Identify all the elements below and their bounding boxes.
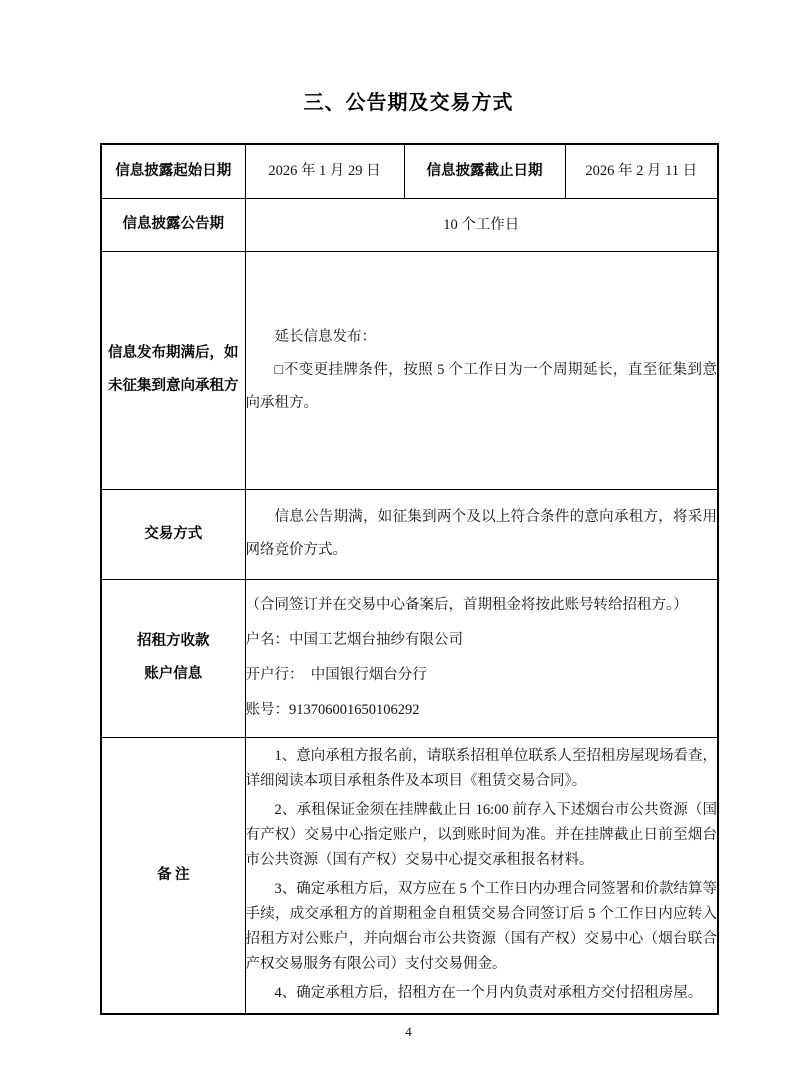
table-row-extension (101, 251, 718, 489)
value-remarks (245, 737, 718, 1014)
value-extension (245, 251, 718, 489)
extension-line-2-checkbox-option: □不变更挂牌条件，按照 5 个工作日为一个周期延长，直至征集到意向承租方。 (245, 361, 717, 411)
value-transaction-method (245, 489, 718, 579)
value-announcement-period: 10 个工作日 (245, 198, 718, 251)
table-row-announcement-period (101, 198, 718, 251)
transaction-method-text: 信息公告期满，如征集到两个及以上符合条件的意向承租方，将采用网络竞价方式。 (245, 509, 717, 558)
label-extension: 信息发布期满后，如未征集到意向承租方 (101, 251, 245, 489)
remark-item-1: 1、意向承租方报名前，请联系招租单位联系人至招租房屋现场看查，详细阅读本项目承租条件及本项目《租赁交易合同》。 (245, 748, 717, 790)
value-account-info (245, 579, 718, 737)
label-disclosure-start-date: 信息披露起始日期 (101, 144, 245, 198)
remark-item-3: 3、确定承租方后，双方应在 5 个工作日内办理合同签署和价款结算等手续，成交承租方的首期租金自租赁交易合同签订后 5 个工作日内应转入招租方对公账户，并向烟台市公共资源（国有产权）交易中心（烟台联合产权交易服务有限公司）支付交易佣金。 (245, 881, 717, 973)
label-account-info-line1: 招租方收款 (137, 633, 210, 649)
table-row-disclosure-dates (101, 144, 718, 198)
account-name: 户名：中国工艺烟台抽纱有限公司 (245, 632, 463, 648)
page-number: 4 (405, 1024, 412, 1039)
label-account-info-line2: 账户信息 (144, 666, 203, 682)
label-remarks: 备 注 (101, 737, 245, 1014)
table-row-account-info (101, 579, 718, 737)
page-title: 三、公告期及交易方式 (303, 92, 514, 114)
table-row-transaction-method (101, 489, 718, 579)
table-row-remarks (101, 737, 718, 1014)
extension-line-1: 延长信息发布： (274, 328, 376, 345)
document-content (100, 0, 717, 1040)
label-announcement-period: 信息披露公告期 (101, 198, 245, 251)
label-disclosure-end-date: 信息披露截止日期 (404, 144, 565, 198)
label-transaction-method: 交易方式 (101, 489, 245, 579)
label-account-info (101, 579, 245, 737)
remark-item-2: 2、承租保证金须在挂牌截止日 16:00 前存入下述烟台市公共资源（国有产权）交易中心指定账户，以到账时间为准。并在挂牌截止日前至烟台市公共资源（国有产权）交易中心提交承租报名材料。 (245, 802, 717, 869)
account-note: （合同签订并在交易中心备案后，首期租金将按此账号转给招租方。） (245, 597, 688, 613)
announcement-table (100, 143, 719, 1015)
value-disclosure-end-date: 2026 年 2 月 11 日 (565, 144, 718, 198)
account-number: 账号：913706001650106292 (245, 702, 420, 718)
value-disclosure-start-date: 2026 年 1 月 29 日 (245, 144, 404, 198)
remark-item-4: 4、确定承租方后，招租方在一个月内负责对承租方交付招租房屋。 (274, 985, 703, 1002)
account-bank: 开户行： 中国银行烟台分行 (245, 667, 427, 683)
